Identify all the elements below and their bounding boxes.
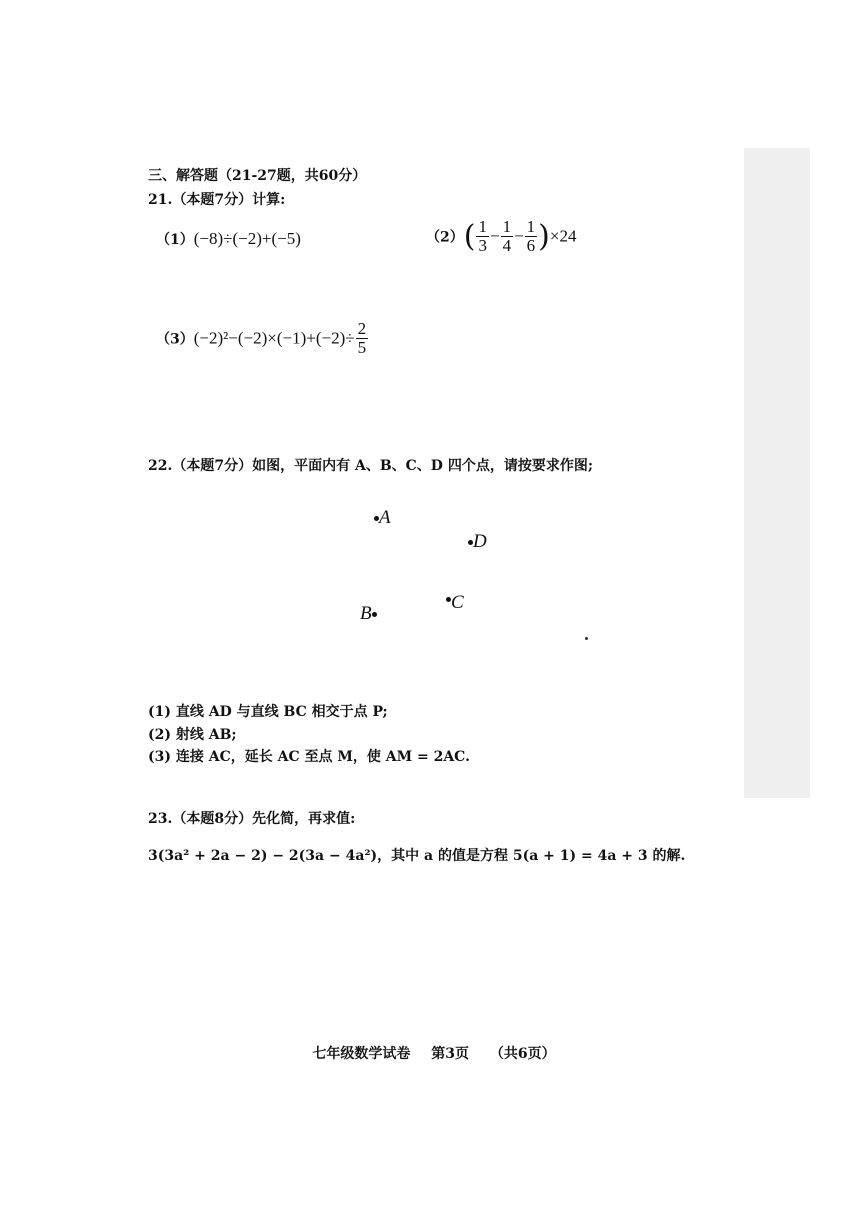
part-1-expression: (−8)÷(−2)+(−5) [193,229,301,248]
stray-mark [585,637,588,640]
part-3-label: （3） [156,331,194,348]
part-2-label: （2） [426,229,464,246]
part-3-expression: (−2)²−(−2)×(−1)+(−2)÷ [193,328,355,348]
fraction-2: $\frac{1}{4}$ [502,217,512,255]
question-21-part-2: （2）( $\frac{1}{3}$ − $\frac{1}{4}$ − $\frac{1}{6}$ )×24 [426,217,577,255]
footer-total: （共6页） [489,1046,556,1062]
page-footer [0,1043,868,1063]
fraction-3: $\frac{1}{6}$ [526,217,536,255]
part-2-tail: ×24 [549,226,577,246]
fraction-1: $\frac{1}{3}$ [478,217,487,255]
scan-shadow [744,148,810,798]
question-21-part-3 [156,320,369,357]
part-1-label: （1） [156,232,194,248]
point-c [446,588,464,613]
point-d [468,531,487,553]
point-b-label: B [360,603,372,624]
footer-title: 七年级数学试卷 [312,1046,411,1062]
footer-page: 第3页 [431,1046,469,1062]
question-23-expression: 3(3a² + 2a − 2) − 2(3a − 4a²)，其中 a 的值是方程 5(a + 1) = 4a + 3 的解. [148,848,686,864]
part-3-fraction: $\frac{2}{5}$ [357,319,367,357]
question-23-header: 23.（本题8分）先化简，再求值: [148,811,356,827]
point-a [374,507,391,529]
question-22-header: 22.（本题7分）如图，平面内有 A、B、C、D 四个点，请按要求作图; [148,458,593,474]
question-21-part-1 [156,229,301,249]
question-22-item-2: (2) 射线 AB; [148,727,237,743]
question-22-item-3: (3) 连接 AC，延长 AC 至点 M，使 AM = 2AC. [148,749,470,765]
question-21-header: 21.（本题7分）计算: [148,192,286,208]
point-d-label: D [473,531,487,552]
question-22-item-1: (1) 直线 AD 与直线 BC 相交于点 P; [148,704,388,720]
point-a-label: A [379,507,391,528]
point-c-label: C [451,592,464,613]
section-title: 三、解答题（21-27题，共60分） [148,168,367,184]
point-b [360,603,377,625]
point-b-dot [372,612,377,617]
